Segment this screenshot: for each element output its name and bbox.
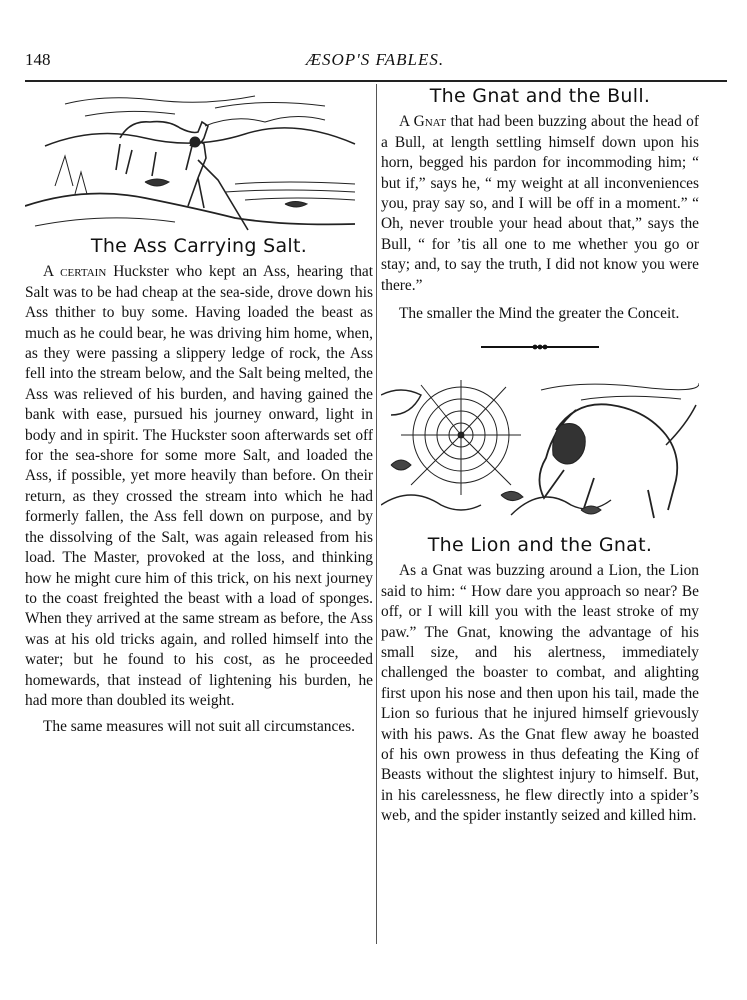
lion-and-gnat-illustration [381, 375, 699, 525]
header-rule [25, 80, 727, 82]
lead-words: A certain [43, 263, 107, 281]
fable-title: The Lion and the Gnat. [427, 533, 653, 556]
left-column [25, 86, 373, 744]
fable-body [25, 262, 373, 711]
page-number: 148 [25, 50, 51, 69]
page-header [25, 50, 725, 76]
fable-title: The Ass Carrying Salt. [90, 235, 308, 257]
column-divider [376, 84, 377, 944]
fable-moral: The same measures will not suit all circumstances. [43, 718, 355, 736]
right-column [381, 86, 699, 833]
fable-moral: The smaller the Mind the greater the Conceit. [399, 305, 680, 323]
fable-text: Huckster who kept an Ass, hearing that Salt was to be had cheap at the sea-side, drove down his Ass thither to buy some. Having loaded the beast as much as he could bear, he was driving him home, when, as they were passing a slippery ledge of rock, the Ass fell into the stream below, and the Salt being melted, the Ass was relieved of his burden, and having gained the bank with ease, pursued his journey onward, light in body and in spirit. The Huckster soon afterwards set off for the sea-shore for some more Salt, and loaded the Ass, if possible, yet more heavily than before. On their return, as they crossed the stream into which he had formerly fallen, the Ass fell down on purpose, and by the dissolving of the Salt, was again released from his load. The Master, provoked at the loss, and thinking how he might cure him of this trick, on his next journey to the coast freighted the beast with a load of sponges. When they arrived at the same stream as before, the Ass was at his old tricks again, and rolled himself into the water; but he found to his cost, as he proceeded homewards, that instead of lightening his burden, he had more than doubled its weight. [25, 263, 374, 709]
ass-carrying-salt-illustration [25, 86, 373, 236]
section-ornament [381, 340, 699, 354]
fable-body: As a Gnat was buzzing around a Lion, the Lion said to him: “ How dare you approach so near? Be off, or I will kill you with the least stroke of my paw.” The Gnat, knowing the advantage of his small size, and his alertness, immediately challenged the boaster to combat, and alighting first upon his nose and then upon his tail, made the Lion so furious that he injured himself grievously with his paws. As the Gnat flew away he boasted of his own prowess in thus defeating the King of Beasts without the slightest injury to himself. But, in his carelessness, he flew directly into a spider’s web, and the spider instantly seized and killed him. [381, 562, 699, 825]
fable-body [381, 112, 699, 296]
spider-web [401, 380, 521, 495]
fable-text: that had been buzzing about the head of a Bull, at length settling himself down upon his horn, begged his pardon for incommoding him; “ but if,” says he, “ my weight at all inconveniences you, pray say so, and I will be off in a moment.” “ Oh, never trouble your head about that,” says the Bull, “ for ’tis all one to me whether you go or stay; and, to say the truth, I did not know you were there.” [381, 113, 699, 294]
running-title: ÆSOP'S FABLES. [305, 50, 445, 69]
fable-title: The Gnat and the Bull. [429, 85, 651, 107]
lead-words: A Gnat [399, 113, 447, 131]
